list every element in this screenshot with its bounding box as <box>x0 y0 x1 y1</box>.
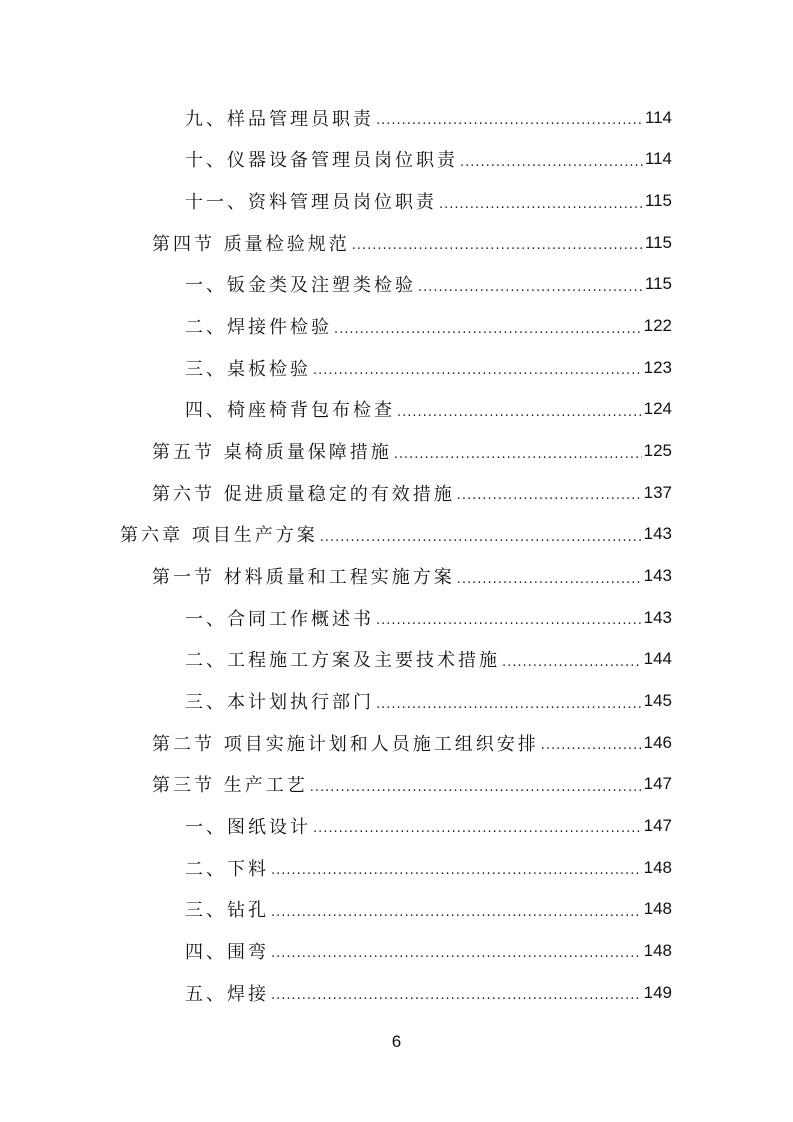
toc-entry-title: 二、焊接件检验 <box>185 317 332 339</box>
toc-entry[interactable] <box>0 472 793 514</box>
toc-entry-title: 第四节 质量检验规范 <box>152 233 350 255</box>
leader-dots <box>460 155 643 170</box>
leader-dots <box>313 821 642 836</box>
leader-dots <box>439 197 643 212</box>
toc-entry-page: 143 <box>643 524 672 544</box>
leader-dots <box>271 863 642 878</box>
toc-entry-page: 137 <box>643 482 672 502</box>
toc-entry[interactable] <box>0 930 793 972</box>
toc-entry-title: 第一节 材料质量和工程实施方案 <box>152 567 455 589</box>
toc-entry-page: 149 <box>643 982 672 1002</box>
toc-entry[interactable] <box>0 555 793 597</box>
toc-entry-page: 148 <box>643 940 672 960</box>
leader-dots <box>418 280 643 295</box>
toc-entry-title: 十一、资料管理员岗位职责 <box>185 192 437 214</box>
toc-entry-title: 四、椅座椅背包布检查 <box>185 400 395 422</box>
toc-entry-page: 115 <box>644 274 672 294</box>
toc-entry[interactable] <box>0 805 793 847</box>
toc-entry[interactable] <box>0 972 793 1014</box>
toc-entry-title: 第六章 项目生产方案 <box>120 525 318 547</box>
toc-entry[interactable] <box>0 389 793 431</box>
toc-entry-title: 第六节 促进质量稳定的有效措施 <box>152 483 455 505</box>
toc-entry[interactable] <box>0 888 793 930</box>
toc-entry[interactable] <box>0 514 793 556</box>
toc-entry-title: 一、合同工作概述书 <box>185 608 374 630</box>
toc-entry-page: 146 <box>643 732 672 752</box>
toc-entry-title: 第三节 生产工艺 <box>152 775 308 797</box>
toc-entry-title: 一、钣金类及注塑类检验 <box>185 275 416 297</box>
leader-dots <box>271 946 642 961</box>
toc-entry-page: 114 <box>644 107 672 127</box>
toc-entry[interactable] <box>0 305 793 347</box>
leader-dots <box>502 655 642 670</box>
toc-entry-title: 三、本计划执行部门 <box>185 692 374 714</box>
leader-dots <box>394 447 642 462</box>
toc-entry-title: 二、下料 <box>185 858 269 880</box>
toc-entry[interactable] <box>0 639 793 681</box>
toc-entry-page: 115 <box>644 191 672 211</box>
toc-entry-page: 148 <box>643 857 672 877</box>
toc-entry-title: 第二节 项目实施计划和人员施工组织安排 <box>152 733 539 755</box>
toc-entry-page: 125 <box>643 441 672 461</box>
leader-dots <box>376 113 643 128</box>
toc-entry-page: 143 <box>643 607 672 627</box>
toc-entry[interactable] <box>0 847 793 889</box>
toc-entry[interactable] <box>0 764 793 806</box>
toc-entry-title: 三、钻孔 <box>185 900 269 922</box>
toc-entry-title: 十、仪器设备管理员岗位职责 <box>185 150 458 172</box>
toc-entry[interactable] <box>0 97 793 139</box>
leader-dots <box>352 238 643 253</box>
toc-entry[interactable] <box>0 680 793 722</box>
leader-dots <box>313 363 642 378</box>
leader-dots <box>376 697 642 712</box>
toc-entry[interactable] <box>0 722 793 764</box>
leader-dots <box>376 613 642 628</box>
toc-entry-page: 124 <box>643 399 672 419</box>
toc-entry-page: 122 <box>643 316 672 336</box>
toc-entry-page: 123 <box>643 357 672 377</box>
toc-entry-title: 一、图纸设计 <box>185 816 311 838</box>
leader-dots <box>310 780 642 795</box>
toc-entry[interactable] <box>0 139 793 181</box>
toc-entry-title: 五、焊接 <box>185 983 269 1005</box>
toc-entry-page: 147 <box>643 774 672 794</box>
leader-dots <box>334 322 642 337</box>
toc-entry-page: 143 <box>643 566 672 586</box>
toc-entry[interactable] <box>0 430 793 472</box>
leader-dots <box>271 905 642 920</box>
leader-dots <box>457 572 642 587</box>
leader-dots <box>541 738 642 753</box>
toc-entry[interactable] <box>0 347 793 389</box>
toc-entry[interactable] <box>0 264 793 306</box>
leader-dots <box>397 405 642 420</box>
table-of-contents <box>0 97 793 1013</box>
toc-entry-page: 115 <box>644 232 672 252</box>
toc-entry-page: 114 <box>644 149 672 169</box>
toc-entry[interactable] <box>0 222 793 264</box>
leader-dots <box>457 488 642 503</box>
toc-entry-page: 144 <box>643 649 672 669</box>
page-number: 6 <box>391 1032 402 1051</box>
toc-entry[interactable] <box>0 597 793 639</box>
toc-entry-page: 148 <box>643 899 672 919</box>
toc-entry-title: 第五节 桌椅质量保障措施 <box>152 442 392 464</box>
toc-entry-title: 九、样品管理员职责 <box>185 108 374 130</box>
leader-dots <box>271 988 642 1003</box>
toc-entry-page: 147 <box>643 815 672 835</box>
toc-entry-page: 145 <box>643 691 672 711</box>
toc-entry-title: 二、工程施工方案及主要技术措施 <box>185 650 500 672</box>
leader-dots <box>320 530 642 545</box>
toc-entry-title: 四、围弯 <box>185 941 269 963</box>
toc-entry-title: 三、桌板检验 <box>185 358 311 380</box>
toc-entry[interactable] <box>0 180 793 222</box>
